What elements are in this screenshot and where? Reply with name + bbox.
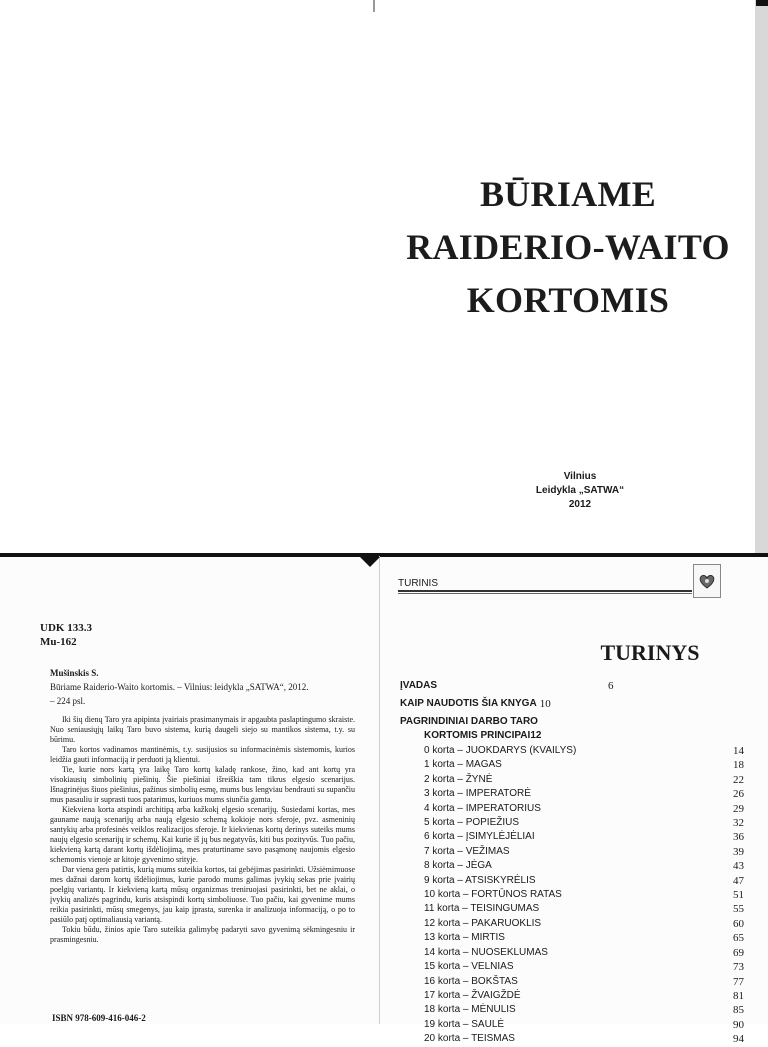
toc-card-label: 14 korta – NUOSEKLUMAS bbox=[424, 946, 548, 958]
toc-card-entry[interactable] bbox=[424, 902, 744, 916]
toc-card-label: 17 korta – ŽVAIGŽDĖ bbox=[424, 989, 521, 1001]
toc-principles-page: 12 bbox=[530, 730, 542, 741]
bibliographic-entry: Būriame Raiderio-Waito kortomis. – Vilnius: leidykla „SATWA“, 2012. bbox=[50, 682, 309, 692]
title-line: BŪRIAME bbox=[479, 174, 657, 214]
page-count: – 224 psl. bbox=[50, 696, 86, 706]
toc-card-entry[interactable] bbox=[424, 874, 744, 888]
annotation-paragraph: Tokiu būdu, žinios apie Taro suteikia galimybę padaryti savo gyvenimą sėkmingesniu ir prasmingesniu. bbox=[50, 925, 355, 944]
toc-card-label: 19 korta – SAULĖ bbox=[424, 1018, 505, 1030]
catalog-code: Mu-162 bbox=[40, 636, 77, 648]
toc-card-entry[interactable] bbox=[424, 975, 744, 989]
toc-card-page: 55 bbox=[733, 903, 744, 916]
toc-card-label: 20 korta – TEISMAS bbox=[424, 1033, 515, 1045]
toc-card-label: 18 korta – MĖNULIS bbox=[424, 1004, 516, 1016]
toc-card-page: 39 bbox=[733, 845, 744, 858]
toc-card-entry[interactable] bbox=[424, 773, 744, 787]
imprint-block bbox=[50, 667, 355, 945]
toc-card-entry[interactable] bbox=[424, 758, 744, 772]
udk-number: UDK 133.3 bbox=[40, 622, 92, 634]
toc-card-label: 16 korta – BOKŠTAS bbox=[424, 975, 518, 987]
toc-card-entry[interactable] bbox=[424, 946, 744, 960]
fold-tick-mark bbox=[373, 0, 375, 12]
toc-card-page: 43 bbox=[733, 860, 744, 873]
toc-card-page: 94 bbox=[733, 1033, 744, 1046]
author-name: Mušinskis S. bbox=[50, 668, 99, 678]
title-line: RAIDERIO-WAITO bbox=[406, 227, 730, 267]
toc-card-page: 81 bbox=[733, 989, 744, 1002]
publisher-info bbox=[500, 470, 660, 512]
card-entries-list bbox=[424, 744, 744, 1047]
toc-card-entry[interactable] bbox=[424, 1003, 744, 1017]
toc-card-page: 47 bbox=[733, 874, 744, 887]
running-head: TURINIS bbox=[398, 578, 438, 589]
toc-principles-line1: PAGRINDINIAI DARBO TARO bbox=[400, 716, 538, 727]
toc-section-entry[interactable] bbox=[400, 695, 750, 713]
contents-heading: TURINYS bbox=[600, 640, 700, 665]
toc-card-label: 15 korta – VELNIAS bbox=[424, 961, 514, 973]
toc-card-entry[interactable] bbox=[424, 787, 744, 801]
annotation-paragraph: Taro kortos vadinamos mantinėmis, t.y. susijusios su informacinėmis sistemomis, kurios leidžia gauti informaciją ir perduoti ją klientui. bbox=[50, 745, 355, 764]
toc-card-entry[interactable] bbox=[424, 802, 744, 816]
toc-card-label: 1 korta – MAGAS bbox=[424, 759, 502, 771]
toc-card-label: 9 korta – ATSISKYRĖLIS bbox=[424, 874, 536, 886]
publisher-name: Leidykla „SATWA“ bbox=[535, 485, 625, 496]
toc-card-label: 2 korta – ŽYNĖ bbox=[424, 773, 493, 785]
annotation-paragraph: Iki šių dienų Taro yra apipinta įvairiais prasimanymais ir apgaubta paslaptingumo skraiste. Nuo seniausiųjų laikų Taro buvo sistema, kurią daugeli siejo su mantikos sistema, t.y. su būrimu. bbox=[50, 715, 355, 744]
toc-card-entry[interactable] bbox=[424, 1032, 744, 1046]
publisher-city: Vilnius bbox=[563, 471, 597, 482]
toc-card-page: 22 bbox=[733, 773, 744, 786]
toc-card-label: 10 korta – FORTŪNOS RATAS bbox=[424, 889, 562, 901]
corner-crop-mark bbox=[756, 0, 768, 6]
toc-card-label: 7 korta – VEŽIMAS bbox=[424, 845, 510, 857]
toc-card-entry[interactable] bbox=[424, 917, 744, 931]
toc-card-page: 85 bbox=[733, 1004, 744, 1017]
toc-card-entry[interactable] bbox=[424, 845, 744, 859]
toc-card-label: 5 korta – POPIEŽIUS bbox=[424, 817, 520, 829]
toc-principles-continuation bbox=[400, 727, 750, 745]
toc-section-page: 10 bbox=[539, 698, 551, 710]
toc-card-page: 26 bbox=[733, 788, 744, 801]
toc-card-entry[interactable] bbox=[424, 931, 744, 945]
annotation-paragraph: Dar viena gera patirtis, kurią mums suteikia kortos, tai gebėjimas pasirinkti. Užsiėmimuose mes dažnai darom kortų išdėliojimus, kurie parodo mums galimas įvykių sekas prie įvairių poelgių variantų. Ir kiekvieną kartą mūsų organizmas treniruojasi pasirinkti, bet ne aklai, o įvykių analizės pagrindu, kuris atsispindi kortų simboliuose. Tuo pačiu, kai gyvenime mums reikia pasirinkti, mūsų smegenys, jau kaip įprasta, surenka ir analizuoja informaciją, o po to pasiūlo patį optimaliausią variantą. bbox=[50, 865, 355, 924]
toc-card-label: 11 korta – TEISINGUMAS bbox=[424, 903, 540, 915]
toc-card-label: 0 korta – JUOKDARYS (KVAILYS) bbox=[424, 745, 577, 756]
toc-card-label: 12 korta – PAKARUOKLIS bbox=[424, 917, 542, 929]
toc-card-page: 36 bbox=[733, 831, 744, 844]
toc-section-title: ĮVADAS bbox=[400, 680, 438, 691]
toc-card-label: 8 korta – JĖGA bbox=[424, 860, 492, 872]
book-gutter bbox=[379, 556, 380, 1024]
publish-year: 2012 bbox=[568, 499, 592, 510]
toc-card-entry[interactable] bbox=[424, 1018, 744, 1032]
book-title bbox=[378, 168, 758, 327]
toc-section-entry[interactable] bbox=[400, 677, 750, 695]
toc-card-page: 14 bbox=[733, 745, 744, 757]
toc-card-entry[interactable] bbox=[424, 744, 744, 758]
isbn-number: ISBN 978-609-416-046-2 bbox=[52, 1013, 146, 1023]
toc-card-label: 4 korta – IMPERATORIUS bbox=[424, 802, 541, 814]
toc-principles-line2: KORTOMIS PRINCIPAI bbox=[424, 730, 531, 741]
contents-sections bbox=[400, 677, 750, 745]
toc-card-page: 29 bbox=[733, 802, 744, 815]
toc-card-page: 18 bbox=[733, 759, 744, 772]
toc-section-title: KAIP NAUDOTIS ŠIA KNYGA bbox=[400, 698, 537, 709]
registration-arrow-icon bbox=[360, 557, 380, 567]
toc-card-page: 32 bbox=[733, 817, 744, 830]
toc-card-entry[interactable] bbox=[424, 816, 744, 830]
toc-card-label: 3 korta – IMPERATORĖ bbox=[424, 788, 531, 800]
toc-card-page: 90 bbox=[733, 1018, 744, 1031]
heart-emblem-icon bbox=[693, 564, 721, 598]
toc-card-page: 65 bbox=[733, 932, 744, 945]
toc-card-entry[interactable] bbox=[424, 960, 744, 974]
title-line: KORTOMIS bbox=[466, 280, 670, 320]
toc-card-page: 73 bbox=[733, 961, 744, 974]
annotation-paragraph: Kiekviena korta atspindi architipą arba kažkokį elgesio scenarijų. Susiedami kortas, mes gauname naują scenarijų arba naują elgesio schemą kokioje nors sferoje, pvz. asmeninių santykių arba profesinės veiklos realizacijos sferoje. Ir kiekvienas kortų derinys suteiks mums naujų elgesio scenarijų ir schemų. Kai kurie iš jų bus negatyvūs, kiti bus pozityvūs. Tuo pačiu, kiekvieną kartą darant kortų išdėliojimą, mes praturtiname savo pasąmonę naujomis elgesio schemomis vienoje ar kitoje gyvenimo srityje. bbox=[50, 805, 355, 864]
toc-card-label: 13 korta – MIRTIS bbox=[424, 932, 505, 944]
running-head-rule bbox=[398, 590, 692, 594]
toc-card-page: 51 bbox=[733, 889, 744, 902]
toc-section-page: 6 bbox=[608, 680, 614, 692]
toc-card-entry[interactable] bbox=[424, 859, 744, 873]
udk-classification bbox=[40, 621, 92, 649]
toc-card-page: 69 bbox=[733, 946, 744, 959]
toc-card-page: 77 bbox=[733, 975, 744, 988]
toc-card-entry[interactable] bbox=[424, 989, 744, 1003]
toc-card-entry[interactable] bbox=[424, 830, 744, 844]
toc-card-entry[interactable] bbox=[424, 888, 744, 902]
toc-card-label: 6 korta – ĮSIMYLĖJĖLIAI bbox=[424, 831, 535, 843]
annotation-paragraph: Tie, kurie nors kartą yra laikę Taro kortų kaladę rankose, žino, kad ant kortų yra visokiausių simbolinių piešinių. Šie piešiniai išreiškia tam tikrus elgesio scenarijus. Išnagrinėjus šiuos piešinius, pažinus simbolių esmę, mums bus lengviau bendrauti su supančiu mus pasauliu ir suprasti tuos patarimus, kuriuos mums siunčia gamta. bbox=[50, 765, 355, 804]
toc-card-page: 60 bbox=[733, 917, 744, 930]
